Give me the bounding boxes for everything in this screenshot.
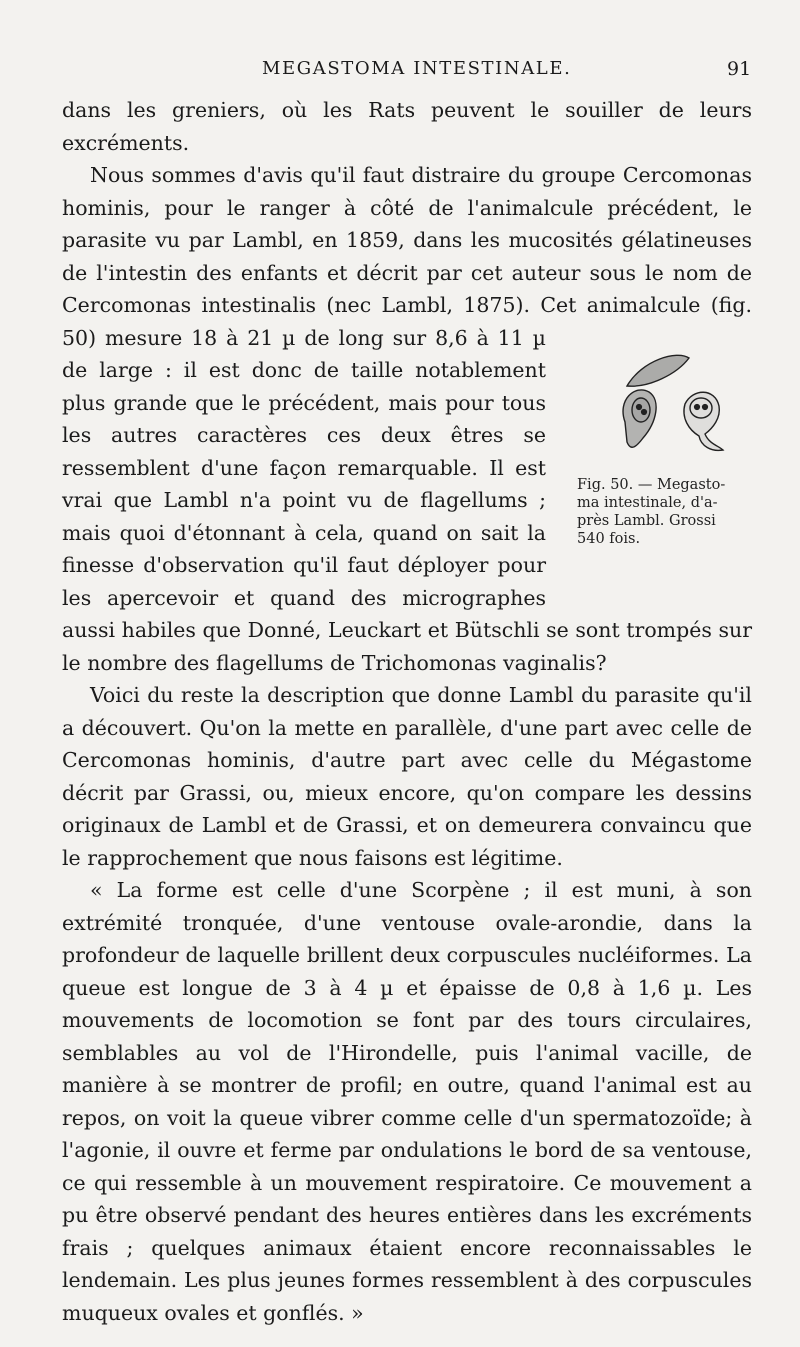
caption-line: 540 fois. (577, 531, 641, 547)
paragraph-4-quotation: « La forme est celle d'une Scorpène ; il est muni, à son extrémité tronquée, d'une ventouse ovale-arondie, dans la profondeur de laquelle brillent deux corpuscules nucléiformes. La queue est longue de 3 à 4 µ et épaisse de 0,8 à 1,6 µ. Les mouvements de locomotion se font par des tours circulaires, semblables au vol de l'Hirondelle, puis l'animal vacille, de manière à se montrer de profil; en outre, quand l'animal est au repos, on voit la queue vibrer comme celle d'un spermatozoïde; à l'agonie, il ouvre et ferme par ondulations le bord de sa ventouse, ce qui ressemble à un mouvement respiratoire. Ce mouvement a pu être observé pendant des heures entières dans les excréments frais ; quelques animaux étaient encore reconnaissables le lendemain. Les plus jeunes formes ressemblent à des corpuscules muqueux ovales et gonflés. » (62, 878, 752, 1325)
caption-line: près Lambl. Grossi (577, 513, 716, 529)
running-head (0, 58, 800, 88)
paragraph-1: dans les greniers, où les Rats peuvent le souiller de leurs excréments. (62, 98, 752, 155)
figure-wrap-space (552, 352, 752, 584)
page-number: 91 (727, 58, 752, 80)
caption-line: ma intestinale, d'a- (577, 495, 718, 511)
caption-line: Fig. 50. — Megasto- (577, 477, 726, 493)
running-title: MEGASTOMA INTESTINALE. (262, 58, 572, 79)
paragraph-2: Nous sommes d'avis qu'il faut distraire du groupe Cercomonas hominis, pour le ranger à côté de l'animalcule précédent, le parasite vu par Lambl, en 1859, dans les mucosités gélatineuses de l'intestin des enfants et décrit par cet auteur sous le nom de Cercomonas intestinalis (nec Lambl, 1875). Cet animalcule (fig. 50) mesure 18 à 21 µ de long sur 8,6 à 11 µ de large : il est donc de taille notablement plus grande que le précédent, mais pour tous les autres caractères ces deux êtres se ressemblent d'une façon remarquable. Il est vrai que Lambl n'a point vu de flagellums ; mais quoi d'étonnant à cela, quand on sait la finesse d'observation qu'il faut déployer pour les apercevoir et quand des micrographes aussi habiles que Donné, Leuckart et Bütschli se sont trompés sur le nombre des flagellums de Trichomonas vaginalis? (62, 163, 752, 675)
body-text (62, 94, 752, 1329)
paragraph-3: Voici du reste la description que donne Lambl du parasite qu'il a découvert. Qu'on la mette en parallèle, d'une part avec celle de Cercomonas hominis, d'autre part avec celle du Mégastome décrit par Grassi, ou, mieux encore, qu'on compare les dessins originaux de Lambl et de Grassi, et on demeurera convaincu que le rapprochement que nous faisons est légitime. (62, 683, 752, 870)
